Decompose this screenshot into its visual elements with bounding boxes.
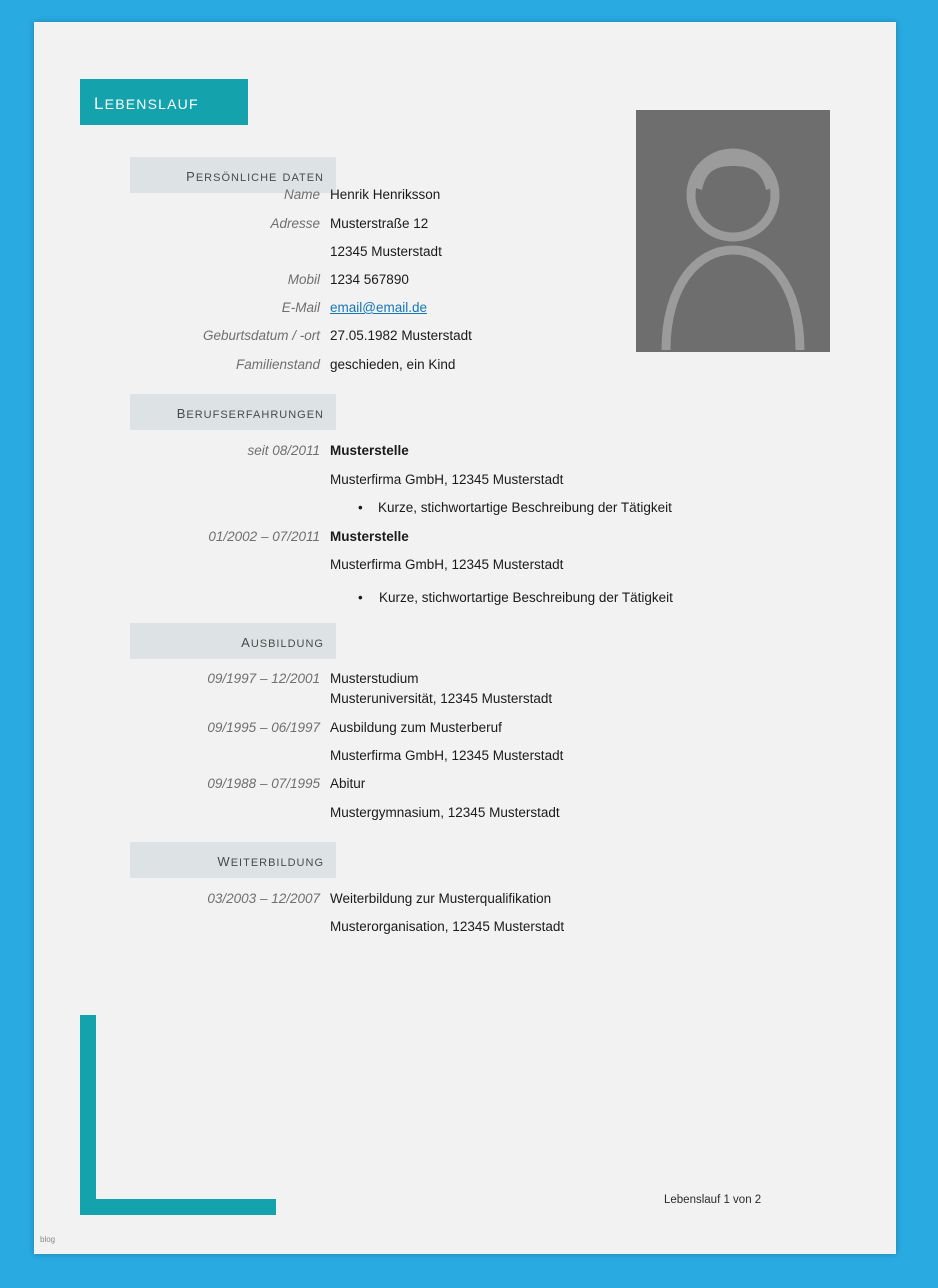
row-value: Musteruniversität, 12345 Musterstadt — [330, 691, 553, 706]
row-value: 27.05.1982 Musterstadt — [330, 328, 472, 343]
row-edu3-place — [130, 804, 850, 822]
row-label: Mobil — [287, 272, 320, 287]
row-training-title — [130, 890, 850, 908]
row-job2-bullet — [130, 589, 850, 607]
section-header-ausbildung — [130, 623, 336, 659]
row-edu2-place — [130, 747, 850, 765]
row-edu1-title — [130, 670, 850, 688]
row-name — [130, 186, 850, 204]
section-header-label: ausbildung — [241, 630, 324, 651]
row-value: Mustergymnasium, 12345 Musterstadt — [330, 805, 560, 820]
row-value: 12345 Musterstadt — [330, 244, 442, 259]
section-header-label: berufserfahrungen — [176, 401, 324, 422]
row-adresse-city — [130, 243, 850, 261]
bullet-label: Kurze, stichwortartige Beschreibung der Tätigkeit — [379, 590, 673, 605]
row-value: 1234 567890 — [330, 272, 409, 287]
bullet-item — [330, 499, 850, 517]
row-value: Musterstelle — [330, 443, 409, 458]
row-familienstand — [130, 356, 850, 374]
row-value: Musterfirma GmbH, 12345 Musterstadt — [330, 748, 564, 763]
row-value: Musterstudium — [330, 671, 419, 686]
row-label: 09/1988 – 07/1995 — [207, 776, 320, 791]
row-value: Weiterbildung zur Musterqualifikation — [330, 891, 552, 906]
row-value: Henrik Henriksson — [330, 187, 441, 202]
row-job2-title — [130, 528, 850, 546]
bullet-item — [330, 589, 850, 607]
section-header-weiterbildung — [130, 842, 336, 878]
row-edu3-title — [130, 775, 850, 793]
row-value: Musterstraße 12 — [330, 216, 429, 231]
page-title-text: lebenslauf — [94, 88, 199, 115]
row-label: 03/2003 – 12/2007 — [207, 891, 320, 906]
row-value: Abitur — [330, 776, 366, 791]
row-job2-company — [130, 556, 850, 574]
section-header-berufserfahrungen — [130, 394, 336, 430]
row-label: 09/1997 – 12/2001 — [207, 671, 320, 686]
row-label: Adresse — [270, 216, 320, 231]
row-job1-title — [130, 442, 850, 460]
watermark-label: blog — [40, 1235, 56, 1244]
section-header-label: persönliche daten — [186, 164, 324, 185]
row-value: Ausbildung zum Musterberuf — [330, 720, 502, 735]
bullet-label: Kurze, stichwortartige Beschreibung der Tätigkeit — [378, 500, 672, 515]
row-label: seit 08/2011 — [247, 443, 320, 458]
row-label: Name — [283, 187, 320, 202]
row-label: 01/2002 – 07/2011 — [208, 529, 320, 544]
email-link[interactable]: email@email.de — [330, 300, 427, 315]
row-adresse — [130, 215, 850, 233]
document-paper — [34, 22, 896, 1254]
row-email — [130, 299, 850, 317]
footer-page-indicator: Lebenslauf 1 von 2 — [664, 1194, 762, 1206]
row-value: geschieden, ein Kind — [330, 357, 456, 372]
row-edu1-place — [130, 690, 850, 708]
row-label: Familienstand — [235, 357, 320, 372]
row-geburtsdatum — [130, 327, 850, 345]
row-value: Musterfirma GmbH, 12345 Musterstadt — [330, 472, 564, 487]
row-job1-bullet — [130, 499, 850, 517]
row-job1-company — [130, 471, 850, 489]
row-value[interactable] — [330, 299, 850, 317]
row-edu2-title — [130, 719, 850, 737]
row-value: Musterorganisation, 12345 Musterstadt — [330, 919, 565, 934]
row-value: Musterfirma GmbH, 12345 Musterstadt — [330, 557, 564, 572]
row-training-place — [130, 918, 850, 936]
section-header-label: weiterbildung — [217, 849, 324, 870]
page-title — [80, 79, 248, 125]
row-mobil — [130, 271, 850, 289]
row-label: 09/1995 – 06/1997 — [207, 720, 320, 735]
row-label: Geburtsdatum / -ort — [202, 328, 320, 343]
row-value: Musterstelle — [330, 529, 409, 544]
decorative-l-vertical — [80, 1015, 96, 1215]
decorative-l-horizontal — [80, 1199, 276, 1215]
row-label: E-Mail — [281, 300, 320, 315]
document-canvas — [34, 22, 896, 1254]
